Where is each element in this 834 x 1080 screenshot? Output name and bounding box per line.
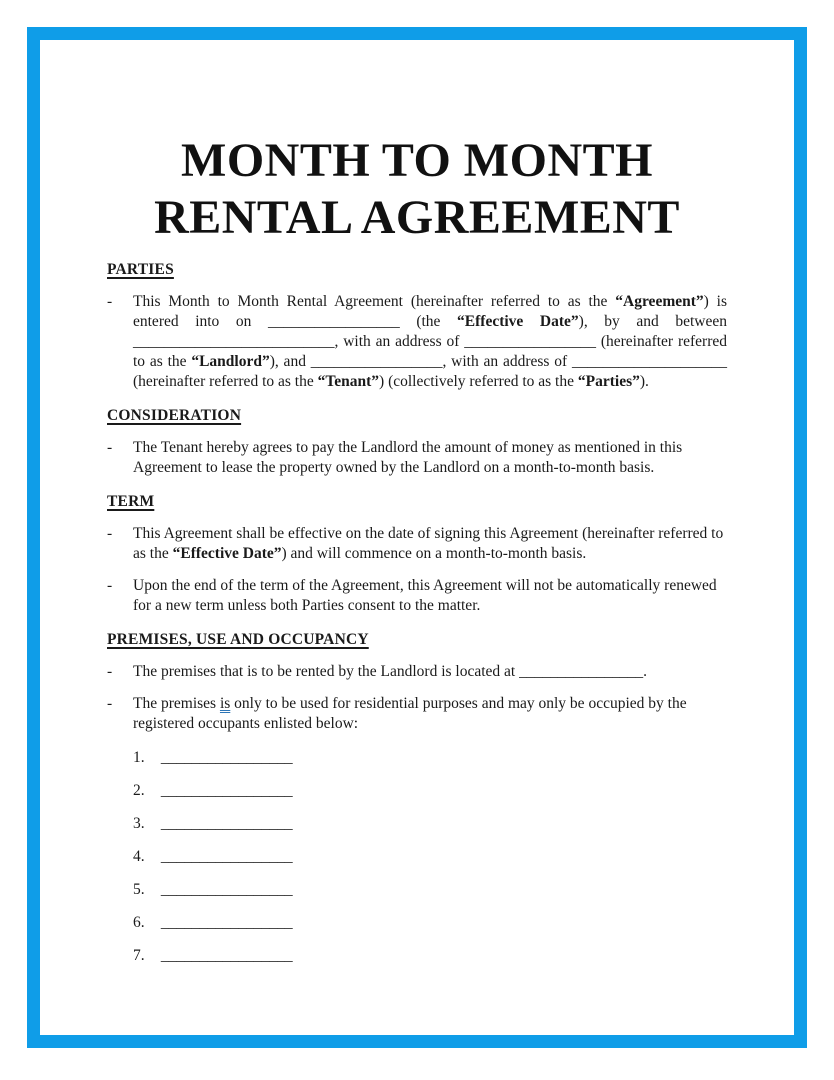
text-run: ) and will commence on a month-to-month basis. (281, 545, 587, 562)
text-run: (the (399, 313, 458, 330)
bold-term: “Tenant” (317, 373, 380, 390)
bold-term: “Effective Date” (457, 313, 579, 330)
paragraph-text (133, 576, 727, 616)
occupant-blank-line: _________________ (160, 947, 293, 964)
text-run: , with an address of (442, 353, 572, 370)
fill-in-blank: __________________________ (133, 333, 335, 350)
bullet-item (107, 694, 727, 734)
text-run: , with an address of (334, 333, 465, 350)
text-run: The Tenant hereby agrees to pay the Landlord the amount of money as mentioned in this Agreement to lease the property owned by the Landlord on a month-to-month basis. (133, 439, 683, 476)
bullet-item (107, 576, 727, 616)
bullet-marker: - (107, 293, 113, 310)
bold-term: “Effective Date” (172, 545, 282, 562)
text-run: Upon the end of the term of the Agreement, this Agreement will not be automatically renewed for a new term unless both Parties consent to the matter. (133, 577, 717, 614)
paragraph-text (133, 662, 727, 682)
occupant-number: 3. (133, 815, 145, 832)
occupant-number: 1. (133, 749, 145, 766)
bullet-item (107, 662, 727, 682)
fill-in-blank: ________________ (519, 663, 644, 680)
bullet-marker: - (107, 525, 113, 542)
text-run: only to be used for residential purposes and may only be occupied by the registered occupants enlisted below: (133, 695, 687, 732)
occupant-blank-line: _________________ (160, 914, 293, 931)
occupant-row (133, 880, 727, 900)
bold-term: “Landlord” (191, 353, 270, 370)
bold-term: “Agreement” (615, 293, 704, 310)
occupant-blank-line: _________________ (160, 848, 293, 865)
fill-in-blank: ____________________ (572, 353, 727, 370)
occupant-blank-line: _________________ (160, 749, 293, 766)
occupant-row (133, 748, 727, 768)
section-heading-consideration: CONSIDERATION (107, 407, 242, 424)
occupant-number: 7. (133, 947, 145, 964)
paragraph-text (133, 694, 727, 734)
document-content (40, 40, 794, 966)
text-run: This Month to Month Rental Agreement (hereinafter referred to as the (133, 293, 616, 310)
text-run: ) (collectively referred to as the (379, 373, 578, 390)
occupant-number: 4. (133, 848, 145, 865)
text-run: ), by and between (578, 313, 727, 330)
title-line-2: RENTAL AGREEMENT (154, 191, 680, 244)
fill-in-blank: _________________ (464, 333, 596, 350)
bullet-item (107, 524, 727, 564)
text-run: ), and (269, 353, 311, 370)
bullet-item (107, 438, 727, 478)
bullet-marker: - (107, 695, 113, 712)
text-run: (hereinafter referred to as the (133, 333, 727, 370)
bullet-marker: - (107, 439, 113, 456)
occupant-blank-line: _________________ (160, 881, 293, 898)
fill-in-blank: _________________ (310, 353, 443, 370)
occupant-blank-line: _________________ (160, 782, 293, 799)
section-heading-parties: PARTIES (107, 261, 174, 278)
paragraph-text (133, 524, 727, 564)
title-line-1: MONTH TO MONTH (181, 134, 653, 187)
occupant-row (133, 781, 727, 801)
text-run: ) is entered into on (133, 293, 727, 330)
occupant-number: 6. (133, 914, 145, 931)
bullet-item (107, 292, 727, 392)
grammar-flagged-word: is (219, 695, 231, 712)
occupant-row (133, 847, 727, 867)
occupant-row (133, 814, 727, 834)
section-heading-term: TERM (107, 493, 155, 510)
bullet-marker: - (107, 663, 113, 680)
paragraph-text (133, 292, 727, 392)
occupant-blank-line: _________________ (160, 815, 293, 832)
occupant-number: 2. (133, 782, 145, 799)
occupant-number: 5. (133, 881, 145, 898)
text-run: The premises (133, 695, 220, 712)
text-run: (hereinafter referred to as the (133, 373, 318, 390)
text-run: This Agreement shall be effective on the date of signing this Agreement (hereinafter referred to as the (133, 525, 724, 562)
occupant-list (133, 748, 727, 966)
text-run: . (643, 663, 647, 680)
document-title (107, 132, 727, 246)
document-page (40, 40, 794, 1034)
bullet-marker: - (107, 577, 113, 594)
text-run: The premises that is to be rented by the Landlord is located at (133, 663, 520, 680)
paragraph-text (133, 438, 727, 478)
bold-term: “Parties” (577, 373, 640, 390)
occupant-row (133, 913, 727, 933)
fill-in-blank: _________________ (268, 313, 400, 330)
occupant-row (133, 946, 727, 966)
section-heading-premises: PREMISES, USE AND OCCUPANCY (107, 631, 369, 648)
text-run: ). (639, 373, 649, 390)
